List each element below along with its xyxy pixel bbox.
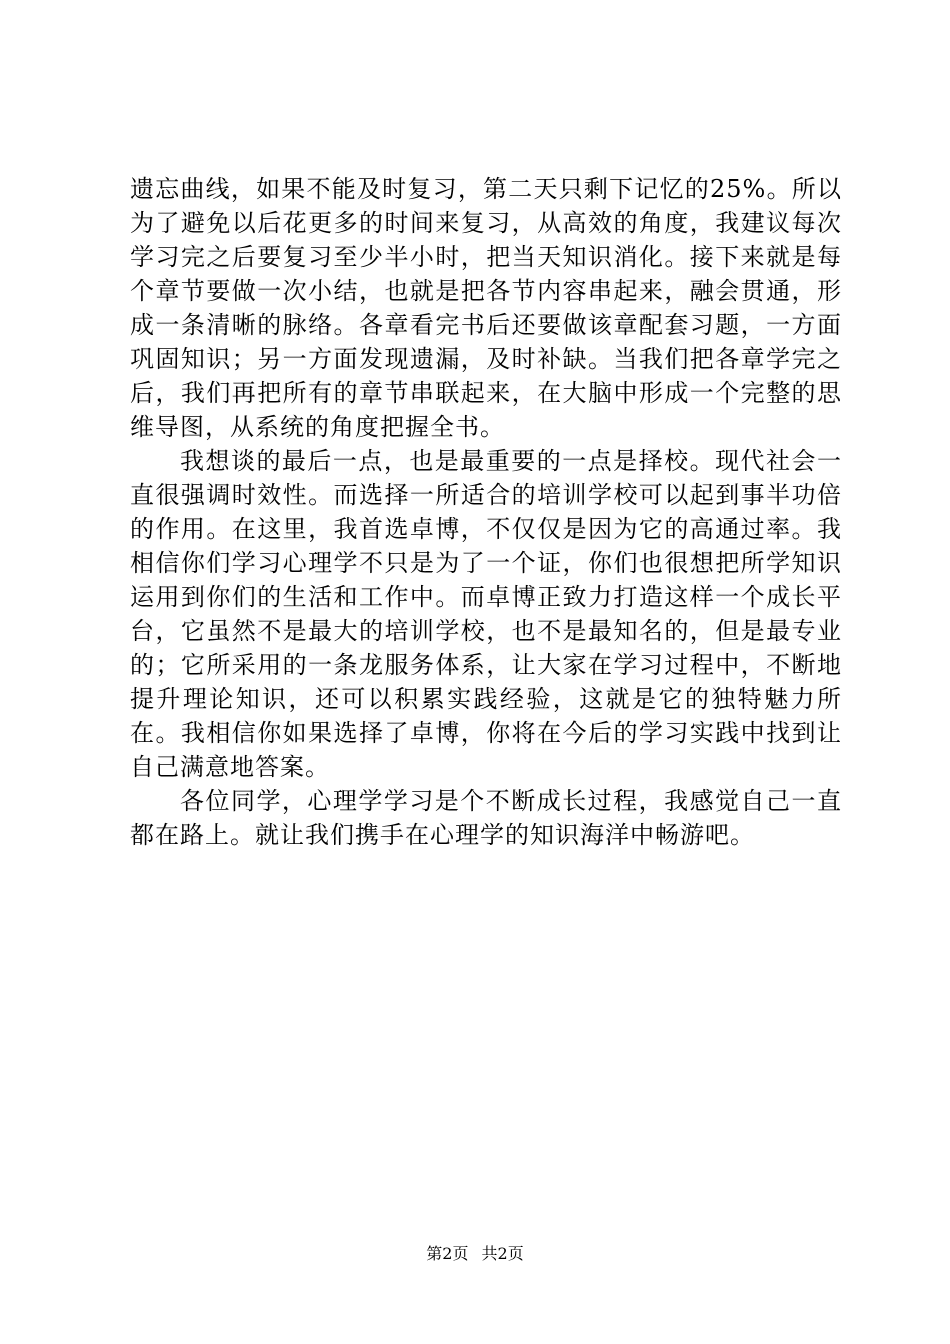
document-body xyxy=(130,172,842,852)
paragraph-school-choice: 我想谈的最后一点，也是最重要的一点是择校。现代社会一直很强调时效性。而选择一所适合的培训学校可以起到事半功倍的作用。在这里，我首选卓博，不仅仅是因为它的高通过率。我相信你们学习心理学不只是为了一个证，你们也很想把所学知识运用到你们的生活和工作中。而卓博正致力打造这样一个成长平台，它虽然不是最大的培训学校，也不是最知名的，但是最专业的；它所采用的一条龙服务体系，让大家在学习过程中，不断地提升理论知识，还可以积累实践经验，这就是它的独特魅力所在。我相信你如果选择了卓博，你将在今后的学习实践中找到让自己满意地答案。 xyxy=(130,447,842,781)
paragraph-review-method: 遗忘曲线，如果不能及时复习，第二天只剩下记忆的25%。所以为了避免以后花更多的时间来复习，从高效的角度，我建议每次学习完之后要复习至少半小时，把当天知识消化。接下来就是每个章节要做一次小结，也就是把各节内容串起来，融会贯通，形成一条清晰的脉络。各章看完书后还要做该章配套习题，一方面巩固知识；另一方面发现遗漏，及时补缺。当我们把各章学完之后，我们再把所有的章节串联起来，在大脑中形成一个完整的思维导图，从系统的角度把握全书。 xyxy=(130,175,842,441)
page-total: 共2页 xyxy=(481,1244,524,1263)
page-number: 第2页 xyxy=(426,1244,469,1263)
page-footer xyxy=(0,1243,950,1265)
paragraph-closing: 各位同学，心理学学习是个不断成长过程，我感觉自己一直都在路上。就让我们携手在心理学的知识海洋中畅游吧。 xyxy=(130,787,842,849)
